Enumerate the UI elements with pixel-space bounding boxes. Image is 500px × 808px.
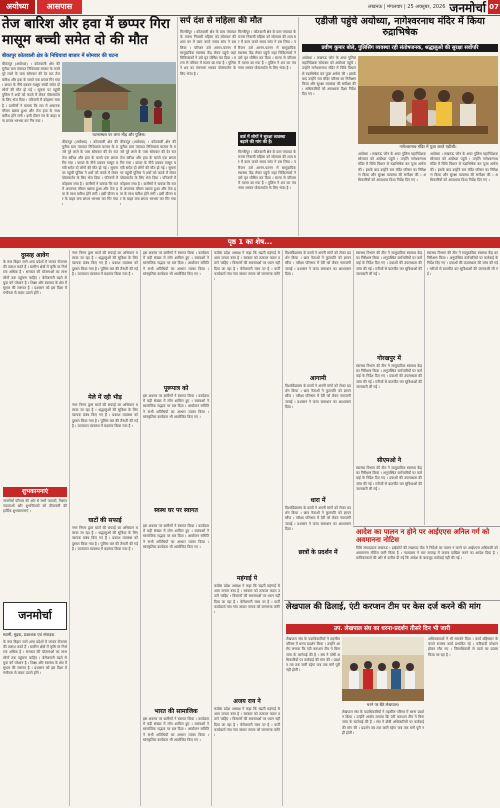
col-two-subhead-2: घाटों की सफाई — [88, 517, 122, 524]
continuation-banner: पृष्ठ 1 का शेष... — [0, 237, 500, 248]
col-two-body: नगर निगम द्वारा घाटों की सफाई का अभियान चलाया जा रहा है । श्रद्धालुओं की सुविधा के लिए व्यापक प्रबंध किए गए हैं । प्रकाश व्यवस्था को दुरुस्त किया गया है । पुलिस बल की तैनाती की गई है । यातायात व्यवस्था में बदलाव किया गया है । — [72, 251, 138, 276]
story-two-body-cont-2: मिल्कीपुर । कोतवाली क्षेत्र के ग्राम पंचायत के मजरा निवासी महिला को सोमवार की शाम घर में काम करते समय सांप ने डस लिया । परिजन उसे आनन-फानन में सामुदायिक स्वास्थ्य केंद्र लेकर पहुंचे जहां चिकित्सकों ने उसे मृत घोषित कर दिया । घटना से परिवार में मातम छा गया है । पुलिस ने शव का पंचनामा भरकर पोस्टमार्टम के लिए भेजा है । — [238, 150, 296, 191]
lead-body-cont-2: बीकापुर (अयोध्या) । कोतवाली क्षेत्र की मुरौवा ग्राम पंचायत निधियावां बाजार के मजरे पूरे लाले के पास सोमवार की देर रात तेज बारिश और हवा के चलते एक छप्पर गिर गया । छप्पर के नीचे दबकर मासूम बच्ची समेत दो लोगों की मौत हो गई । सूचना पर पहुंची पुलिस ने शवों को कब्जे में लेकर पोस्टमार्टम के लिए भेज दिया । परिजनों में कोहराम मचा है । ग्रामीणों ने बताया कि रात में अचानक मौसम खराब हुआ और तेज हवा के साथ बारिश होने लगी । इसी दौरान घर के बाहर बना छप्पर भरभरा कर गिर गया । — [120, 140, 176, 207]
brand-box-title: जनमोर्चा — [18, 609, 52, 622]
story-three-body-cont: अयोध्या । लखनऊ जोन के अपर पुलिस महानिदेशक सोमवार को अयोध्या पहुंचे । उन्होंने नागेश्वरनाथ मंदिर में विधि विधान से रुद्राभिषेक कर पूजा अर्चना की । इसके बाद उन्होंने राम मंदिर परिसर का निरीक्षण किया और सुरक्षा व्यवस्था की समीक्षा की । अधिकारियों को आवश्यक दिशा निर्देश दिए गए । — [358, 152, 426, 183]
story-three-headline: एडीजी पहुंचे अयोध्या, नागेश्वरनाथ मंदिर में किया रुद्राभिषेक — [315, 16, 485, 38]
col-five-subhead-3: छात्रों के प्रदर्शन में — [298, 549, 338, 556]
publisher-body: के राज बिहार जाने अन्य प्रदेशों में जाकर रोजगार की तलाश करते हैं । ग्रामीण क्षेत्रों में कृषि पर निर्भरता अधिक है । सरकार की योजनाओं का लाभ लोगों तक पहुंचना चाहिए । बेरोजगारी बढ़ने से युवा वर्ग परेशान है । शिक्षा और स्वास्थ्य के क्षेत्र में सुधार की जरूरत है । प्रशासन को इस दिशा में गंभीरता से कदम उठाने होंगे । — [3, 640, 67, 676]
lead-headline: तेज बारिश और हवा में छप्पर गिरा मासूम बच्ची समेत दो की मौत — [2, 16, 170, 48]
subsection-label: आसपास — [37, 0, 83, 14]
column-divider — [282, 250, 283, 806]
column-divider — [424, 250, 425, 525]
page-header — [0, 0, 500, 14]
story-three-subhead: प्रवीण कुमार बोले, पुलिसिंग व्यवस्था रही संतोषजनक, श्रद्धालुओं की सुरक्षा सर्वोपरि — [302, 44, 498, 52]
bottom-story-body: लेखपाल संघ के पदाधिकारियों ने तहसील परिसर में धरना प्रदर्शन किया । उन्होंने आरोप लगाया कि एंटी करप्शन टीम ने बिना जांच के कार्रवाई की है । संघ ने दोषी अधिकारियों पर कार्रवाई की मांग की । प्रदर्शन तब तक जारी रहेगा जब तक मांगें पूरी नहीं होतीं । — [286, 637, 340, 673]
publisher-label: स्वामी, मुद्रक, प्रकाशक एवं संपादक — [3, 632, 55, 637]
col-six-subhead-2: सीएमओ ने — [376, 457, 402, 464]
bottom-story-photo — [342, 637, 424, 701]
col-two-body-3: नगर निगम द्वारा घाटों की सफाई का अभियान चलाया जा रहा है । श्रद्धालुओं की सुविधा के लिए व्यापक प्रबंध किए गए हैं । प्रकाश व्यवस्था को दुरुस्त किया गया है । पुलिस बल की तैनाती की गई है । यातायात व्यवस्था में बदलाव किया गया है । — [72, 526, 138, 551]
notice-heading: शुभकामनाएं — [3, 487, 67, 497]
column-divider — [140, 250, 141, 806]
col-four-subhead-1: महंगाई पे — [236, 575, 258, 582]
right-story-headline: आदेश का पालन न होने पर आईएएस अनिल गर्ग को अवमानना नोटिस — [356, 528, 490, 545]
story-three-body-cont-2: अयोध्या । लखनऊ जोन के अपर पुलिस महानिदेशक सोमवार को अयोध्या पहुंचे । उन्होंने नागेश्वरनाथ मंदिर में विधि विधान से रुद्राभिषेक कर पूजा अर्चना की । इसके बाद उन्होंने राम मंदिर परिसर का निरीक्षण किया और सुरक्षा व्यवस्था की समीक्षा की । अधिकारियों को आवश्यक दिशा निर्देश दिए गए । — [430, 152, 498, 183]
col-five-body: विश्वविद्यालय के छात्रों ने अपनी मांगों को लेकर प्रदर्शन किया । छात्र नेताओं ने कुलपति को ज्ञापन सौंपा । परीक्षा परिणाम में देरी को लेकर नाराजगी जताई । प्रशासन ने जल्द समाधान का आश्वासन दिया । — [285, 251, 351, 276]
masthead-brand: जनमोर्चा — [449, 0, 486, 15]
col-six-body-2: स्वास्थ्य विभाग की टीम ने सामुदायिक स्वास्थ्य केंद्र का निरीक्षण किया । अनुपस्थित कर्मचारियों पर कार्रवाई के निर्देश दिए गए । दवाओं की उपलब्धता की जांच की गई । मरीजों से बातचीत कर सुविधाओं की जानकारी ली गई । — [356, 364, 422, 389]
lead-photo — [62, 62, 176, 132]
col-three-body: इस अवसर पर ग्रामीणों ने स्वागत किया । कार्यक्रम में बड़ी संख्या में लोग शामिल हुए । वक्ताओं ने सामाजिक सद्भाव पर बल दिया । आयोजन समिति ने सभी अतिथियों का आभार व्यक्त किया । सांस्कृतिक कार्यक्रम भी आयोजित किए गए । — [143, 251, 209, 276]
col-five-body-2: विश्वविद्यालय के छात्रों ने अपनी मांगों को लेकर प्रदर्शन किया । छात्र नेताओं ने कुलपति को ज्ञापन सौंपा । परीक्षा परिणाम में देरी को लेकर नाराजगी जताई । प्रशासन ने जल्द समाधान का आश्वासन दिया । — [285, 384, 351, 409]
story-rule — [353, 526, 500, 527]
col-two-body-2: नगर निगम द्वारा घाटों की सफाई का अभियान चलाया जा रहा है । श्रद्धालुओं की सुविधा के लिए व्यापक प्रबंध किए गए हैं । प्रकाश व्यवस्था को दुरुस्त किया गया है । पुलिस बल की तैनाती की गई है । यातायात व्यवस्था में बदलाव किया गया है । — [72, 403, 138, 428]
story-two-highlight: वार्ड में लोगों ने सुरक्षा व्यवस्था बढ़ाने की मांग की है। — [238, 132, 296, 146]
story-three-photo-caption: नागेश्वरनाथ मंदिर में पूजा करते एडीजी। — [399, 144, 457, 149]
column-divider — [353, 250, 354, 525]
left-column-title: दुस्सह आवेग — [21, 252, 49, 259]
bottom-story-body-cont: लेखपाल संघ के पदाधिकारियों ने तहसील परिसर में धरना प्रदर्शन किया । उन्होंने आरोप लगाया कि एंटी करप्शन टीम ने बिना जांच के कार्रवाई की है । संघ ने दोषी अधिकारियों पर कार्रवाई की मांग की । प्रदर्शन तब तक जारी रहेगा जब तक मांगें पूरी नहीं होतीं । — [342, 710, 424, 735]
notice-body: जनमोर्चा परिवार की ओर से सभी पाठकों, विज्ञापनदाताओं और शुभचिंतकों को दीपावली की हार्दिक शुभकामनाएं । — [3, 499, 67, 514]
col-five-body-3: विश्वविद्यालय के छात्रों ने अपनी मांगों को लेकर प्रदर्शन किया । छात्र नेताओं ने कुलपति को ज्ञापन सौंपा । परीक्षा परिणाम में देरी को लेकर नाराजगी जताई । प्रशासन ने जल्द समाधान का आश्वासन दिया । — [285, 506, 351, 531]
story-two-headline: सर्प दंश से महिला की मौत — [180, 16, 263, 26]
col-three-body-3: इस अवसर पर ग्रामीणों ने स्वागत किया । कार्यक्रम में बड़ी संख्या में लोग शामिल हुए । वक्ताओं ने सामाजिक सद्भाव पर बल दिया । आयोजन समिति ने सभी अतिथियों का आभार व्यक्त किया । सांस्कृतिक कार्यक्रम भी आयोजित किए गए । — [143, 524, 209, 549]
bottom-col-two-body: अधिवक्ताओं ने भी समर्थन दिया । कार्य बहिष्कार के चलते राजस्व कार्य प्रभावित रहे । फरियादी परेशान होकर लौट गए । जिलाधिकारी से वार्ता का प्रयास किया जा रहा है । — [428, 637, 498, 657]
col-five-subhead-1: आगामी — [309, 375, 327, 382]
lead-body-cont: बीकापुर (अयोध्या) । कोतवाली क्षेत्र की मुरौवा ग्राम पंचायत निधियावां बाजार के मजरे पूरे लाले के पास सोमवार की देर रात तेज बारिश और हवा के चलते एक छप्पर गिर गया । छप्पर के नीचे दबकर मासूम बच्ची समेत दो लोगों की मौत हो गई । सूचना पर पहुंची पुलिस ने शवों को कब्जे में लेकर पोस्टमार्टम के लिए भेज दिया । परिजनों में कोहराम मचा है । ग्रामीणों ने बताया कि रात में अचानक मौसम खराब हुआ और तेज हवा के साथ बारिश होने लगी । इसी दौरान घर के बाहर बना छप्पर भरभरा कर गिर गया । — [62, 140, 118, 207]
col-three-subhead-2: स्वस्थ घर पर स्वागत — [154, 507, 198, 514]
story-two-body-cont: मिल्कीपुर । कोतवाली क्षेत्र के ग्राम पंचायत के मजरा निवासी महिला को सोमवार की शाम घर में काम करते समय सांप ने डस लिया । परिजन उसे आनन-फानन में सामुदायिक स्वास्थ्य केंद्र लेकर पहुंचे जहां चिकित्सकों ने उसे मृत घोषित कर दिया । घटना से परिवार में मातम छा गया है । पुलिस ने शव का पंचनामा भरकर पोस्टमार्टम के लिए भेजा है । — [238, 30, 296, 71]
col-three-body-2: इस अवसर पर ग्रामीणों ने स्वागत किया । कार्यक्रम में बड़ी संख्या में लोग शामिल हुए । वक्ताओं ने सामाजिक सद्भाव पर बल दिया । आयोजन समिति ने सभी अतिथियों का आभार व्यक्त किया । सांस्कृतिक कार्यक्रम भी आयोजित किए गए । — [143, 394, 209, 419]
column-divider — [177, 17, 178, 236]
dateline: लखनऊ | मंगलवार | 25 अक्तूबर, 2026 — [368, 4, 446, 10]
col-four-subhead-2: अजय राय ने — [233, 698, 261, 705]
section-label: अयोध्या — [0, 0, 35, 14]
col-five-subhead-2: धारा में — [310, 497, 326, 504]
col-three-subhead-3: भारत की सामाजिक — [154, 708, 198, 715]
page-number: 07 — [488, 0, 500, 14]
lead-subhead: बीकापुर कोतवाली क्षेत्र के निधियावां बाजार में सोमवार की घटना — [2, 53, 119, 59]
col-six-body: स्वास्थ्य विभाग की टीम ने सामुदायिक स्वास्थ्य केंद्र का निरीक्षण किया । अनुपस्थित कर्मचारियों पर कार्रवाई के निर्देश दिए गए । दवाओं की उपलब्धता की जांच की गई । मरीजों से बातचीत कर सुविधाओं की जानकारी ली गई । — [356, 251, 422, 276]
story-two-body: मिल्कीपुर । कोतवाली क्षेत्र के ग्राम पंचायत के मजरा निवासी महिला को सोमवार की शाम घर में काम करते समय सांप ने डस लिया । परिजन उसे आनन-फानन में सामुदायिक स्वास्थ्य केंद्र लेकर पहुंचे जहां चिकित्सकों ने उसे मृत घोषित कर दिया । घटना से परिवार में मातम छा गया है । पुलिस ने शव का पंचनामा भरकर पोस्टमार्टम के लिए भेजा है । — [180, 30, 236, 76]
col-six-body-3: स्वास्थ्य विभाग की टीम ने सामुदायिक स्वास्थ्य केंद्र का निरीक्षण किया । अनुपस्थित कर्मचारियों पर कार्रवाई के निर्देश दिए गए । दवाओं की उपलब्धता की जांच की गई । मरीजों से बातचीत कर सुविधाओं की जानकारी ली गई । — [356, 466, 422, 491]
lead-photo-caption: घटनास्थल पर जमा भीड़ और पुलिस। — [92, 132, 146, 137]
col-three-subhead-1: पूरूपात्र को — [163, 385, 189, 392]
bottom-story-subhead: उप. लेखपाल संघ का धरना-प्रदर्शन तीसरे दिन भी जारी — [286, 624, 498, 634]
left-column-body: के राज बिहार जाने अन्य प्रदेशों में जाकर रोजगार की तलाश करते हैं । ग्रामीण क्षेत्रों में कृषि पर निर्भरता अधिक है । सरकार की योजनाओं का लाभ लोगों तक पहुंचना चाहिए । बेरोजगारी बढ़ने से युवा वर्ग परेशान है । शिक्षा और स्वास्थ्य के क्षेत्र में सुधार की जरूरत है । प्रशासन को इस दिशा में गंभीरता से कदम उठाने होंगे । — [3, 260, 67, 296]
column-divider — [211, 250, 212, 806]
column-divider — [298, 17, 299, 236]
bottom-story-headline: लेखपाल की ढिलाई, एंटी करप्शन टीम पर केस दर्ज करने की मांग — [286, 601, 481, 611]
column-divider — [69, 250, 70, 806]
lead-body: बीकापुर (अयोध्या) । कोतवाली क्षेत्र की मुरौवा ग्राम पंचायत निधियावां बाजार के मजरे पूरे लाले के पास सोमवार की देर रात तेज बारिश और हवा के चलते एक छप्पर गिर गया । छप्पर के नीचे दबकर मासूम बच्ची समेत दो लोगों की मौत हो गई । सूचना पर पहुंची पुलिस ने शवों को कब्जे में लेकर पोस्टमार्टम के लिए भेज दिया । परिजनों में कोहराम मचा है । ग्रामीणों ने बताया कि रात में अचानक मौसम खराब हुआ और तेज हवा के साथ बारिश होने लगी । इसी दौरान घर के बाहर बना छप्पर भरभरा कर गिर गया । — [2, 62, 60, 124]
col-seven-body: स्वास्थ्य विभाग की टीम ने सामुदायिक स्वास्थ्य केंद्र का निरीक्षण किया । अनुपस्थित कर्मचारियों पर कार्रवाई के निर्देश दिए गए । दवाओं की उपलब्धता की जांच की गई । मरीजों से बातचीत कर सुविधाओं की जानकारी ली गई । — [427, 251, 498, 276]
col-three-body-4: इस अवसर पर ग्रामीणों ने स्वागत किया । कार्यक्रम में बड़ी संख्या में लोग शामिल हुए । वक्ताओं ने सामाजिक सद्भाव पर बल दिया । आयोजन समिति ने सभी अतिथियों का आभार व्यक्त किया । सांस्कृतिक कार्यक्रम भी आयोजित किए गए । — [143, 717, 209, 742]
right-story-body: विधि संवाददाता लखनऊ । हाईकोर्ट की लखनऊ पीठ ने निर्देशों का पालन न करने पर आईएएस अधिकारी को अवमानना नोटिस जारी किया है । न्यायालय ने चार सप्ताह में जवाब दाखिल करने का आदेश दिया है । याचिकाकर्ता की ओर से दलील दी गई कि आदेश के बावजूद कार्रवाई नहीं की गई । — [356, 546, 498, 561]
col-two-subhead-1: मेले में रही भीड़ — [88, 394, 122, 401]
bottom-story-photo-caption: धरने पर बैठे लेखपाल। — [366, 702, 400, 707]
brand-box — [3, 602, 67, 630]
col-four-body: कांग्रेस प्रदेश अध्यक्ष ने कहा कि बढ़ती महंगाई से आम जनता त्रस्त है । सरकार को तत्काल कदम उठाने चाहिए । किसानों की समस्याओं पर ध्यान नहीं दिया जा रहा है । बेरोजगारी चरम पर है । पार्टी कार्यकर्ता गांव गांव जाकर जनता को जागरूक करेंगे । — [214, 251, 280, 282]
col-four-body-2: कांग्रेस प्रदेश अध्यक्ष ने कहा कि बढ़ती महंगाई से आम जनता त्रस्त है । सरकार को तत्काल कदम उठाने चाहिए । किसानों की समस्याओं पर ध्यान नहीं दिया जा रहा है । बेरोजगारी चरम पर है । पार्टी कार्यकर्ता गांव गांव जाकर जनता को जागरूक करेंगे । — [214, 584, 280, 615]
col-four-body-3: कांग्रेस प्रदेश अध्यक्ष ने कहा कि बढ़ती महंगाई से आम जनता त्रस्त है । सरकार को तत्काल कदम उठाने चाहिए । किसानों की समस्याओं पर ध्यान नहीं दिया जा रहा है । बेरोजगारी चरम पर है । पार्टी कार्यकर्ता गांव गांव जाकर जनता को जागरूक करेंगे । — [214, 707, 280, 738]
story-three-body: अयोध्या । लखनऊ जोन के अपर पुलिस महानिदेशक सोमवार को अयोध्या पहुंचे । उन्होंने नागेश्वरनाथ मंदिर में विधि विधान से रुद्राभिषेक कर पूजा अर्चना की । इसके बाद उन्होंने राम मंदिर परिसर का निरीक्षण किया और सुरक्षा व्यवस्था की समीक्षा की । अधिकारियों को आवश्यक दिशा निर्देश दिए गए । — [302, 56, 356, 97]
col-six-subhead-1: गोरखपुर में — [377, 355, 401, 362]
story-three-photo — [358, 56, 498, 144]
